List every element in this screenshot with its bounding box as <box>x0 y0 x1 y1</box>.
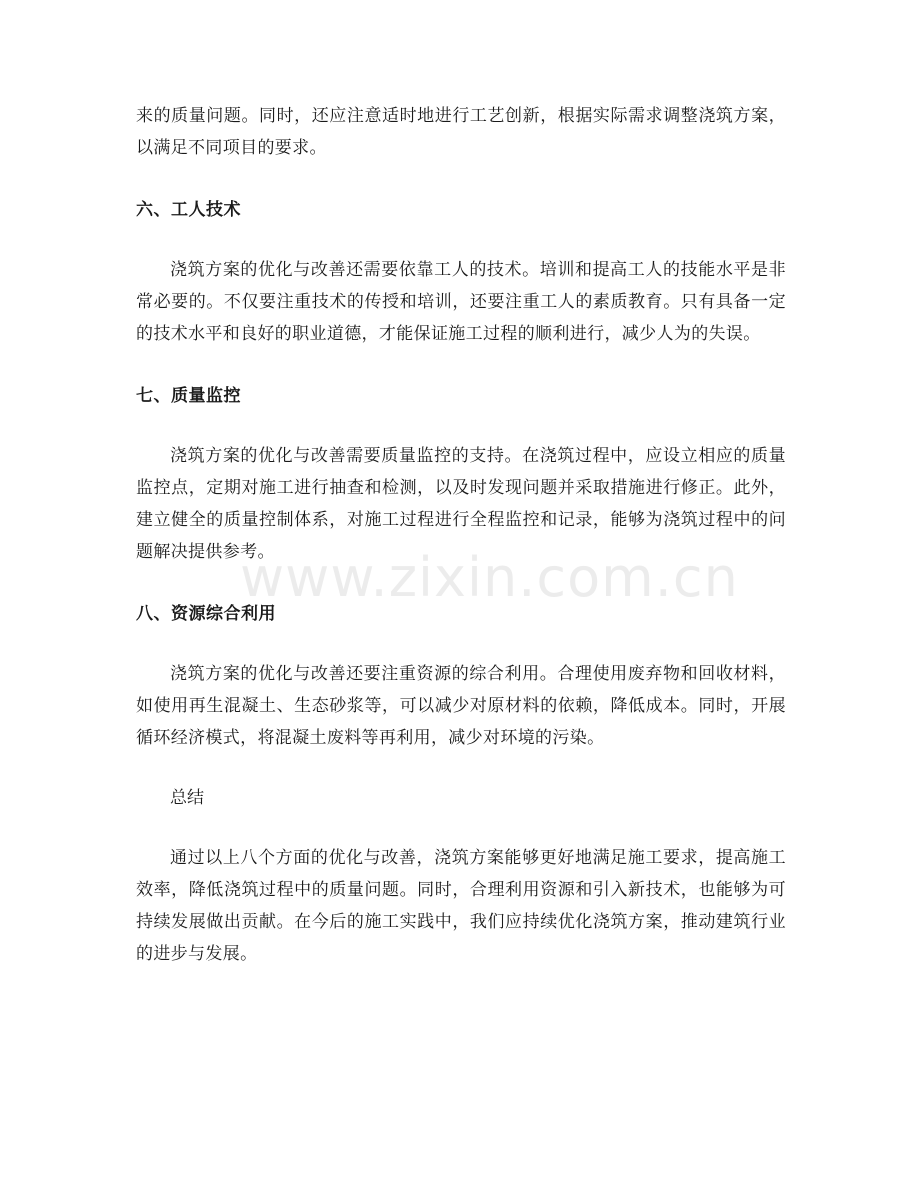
paragraph-worker-skills: 浇筑方案的优化与改善还需要依靠工人的技术。培训和提高工人的技能水平是非常必要的。不仅要注重技术的传授和培训，还要注重工人的素质教育。只有具备一定的技术水平和良好的职业道德，才能保证施工过程的顺利进行，减少人为的失误。 <box>136 260 786 344</box>
document-body <box>136 100 786 970</box>
section-heading-7: 七、质量监控 <box>136 386 241 406</box>
paragraph-summary: 通过以上八个方面的优化与改善，浇筑方案能够更好地满足施工要求，提高施工效率，降低浇筑过程中的质量问题。同时，合理利用资源和引入新技术，也能够为可持续发展做出贡献。在今后的施工实践中，我们应持续优化浇筑方案，推动建筑行业的进步与发展。 <box>136 848 786 964</box>
summary-label: 总结 <box>170 788 204 808</box>
section-heading-6: 六、工人技术 <box>136 200 241 220</box>
paragraph-continuation: 来的质量问题。同时，还应注意适时地进行工艺创新，根据实际需求调整浇筑方案，以满足不同项目的要求。 <box>136 106 786 158</box>
paragraph-resource-utilization: 浇筑方案的优化与改善还要注重资源的综合利用。合理使用废弃物和回收材料，如使用再生混凝土、生态砂浆等，可以减少对原材料的依赖，降低成本。同时，开展循环经济模式，将混凝土废料等再利用，减少对环境的污染。 <box>136 664 786 748</box>
paragraph-quality-monitoring: 浇筑方案的优化与改善需要质量监控的支持。在浇筑过程中，应设立相应的质量监控点，定期对施工进行抽查和检测，以及时发现问题并采取措施进行修正。此外，建立健全的质量控制体系，对施工过程进行全程监控和记录，能够为浇筑过程中的问题解决提供参考。 <box>136 446 786 562</box>
watermark-text: www.zixin.com.cn <box>240 546 739 609</box>
section-heading-8: 八、资源综合利用 <box>136 604 276 624</box>
